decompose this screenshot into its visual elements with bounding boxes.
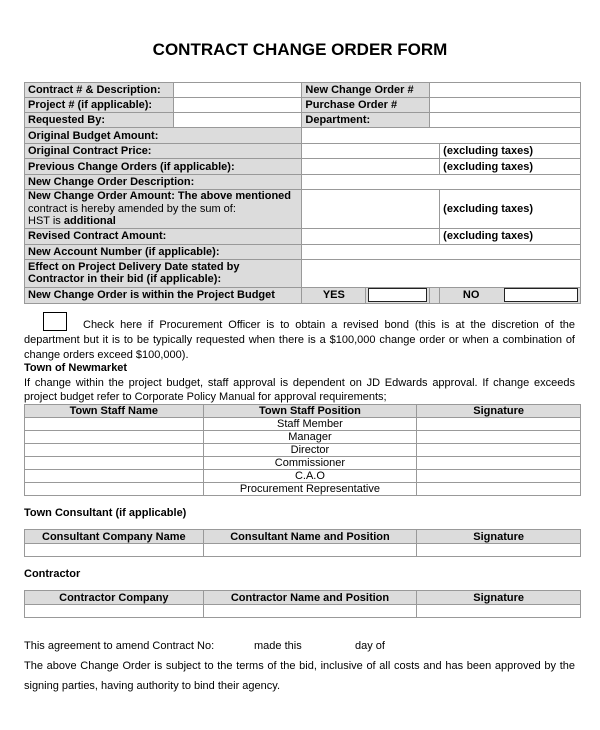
town-staff-name-field[interactable] xyxy=(25,418,204,431)
delivery-date-effect-label xyxy=(25,259,302,287)
agreement-line-2: The above Change Order is subject to the terms of the bid, inclusive of all costs and has been approved by the xyxy=(24,660,575,672)
contract-description-label: Contract # & Description: xyxy=(25,83,174,98)
yes-cell[interactable] xyxy=(366,287,430,303)
checkbox-note-line-2: department but it is to be typically requested when there is a $100,000 change order or when a combination of xyxy=(24,334,575,346)
town-line-2: project budget refer to Corporate Policy Manual for approval requirements; xyxy=(24,391,387,403)
revised-contract-amount-label: Revised Contract Amount: xyxy=(25,228,302,244)
town-staff-name-field[interactable] xyxy=(25,444,204,457)
consultant-name-position-header: Consultant Name and Position xyxy=(203,530,417,544)
consultant-table xyxy=(24,529,581,557)
yes-label: YES xyxy=(302,287,366,303)
department-label: Department: xyxy=(302,113,430,128)
original-contract-price-label: Original Contract Price: xyxy=(25,144,302,159)
contractor-signature-field[interactable] xyxy=(417,605,581,618)
town-staff-name-field[interactable] xyxy=(25,457,204,470)
requested-by-field[interactable] xyxy=(173,113,302,128)
table-row: Procurement Representative xyxy=(203,483,417,496)
contractor-signature-header: Signature xyxy=(417,591,581,605)
new-change-order-description-label: New Change Order Description: xyxy=(25,175,302,190)
excluding-taxes-note: (excluding taxes) xyxy=(440,159,581,175)
new-amount-line-2: contract is hereby amended by the sum of: xyxy=(28,202,236,215)
new-amount-line-3b: additional xyxy=(63,215,116,227)
signature-field[interactable] xyxy=(417,483,581,496)
table-row: Director xyxy=(203,444,417,457)
checkbox-note-line-3: change orders exceed $100,000). xyxy=(24,349,189,361)
no-cell[interactable] xyxy=(440,287,581,303)
consultant-signature-field[interactable] xyxy=(417,544,581,557)
signature-field[interactable] xyxy=(417,444,581,457)
new-amount-line-1: New Change Order Amount: The above mentioned xyxy=(28,190,292,202)
contractor-heading: Contractor xyxy=(24,568,81,580)
contractor-company-header: Contractor Company xyxy=(25,591,204,605)
town-staff-table xyxy=(24,404,581,496)
town-staff-name-field[interactable] xyxy=(25,470,204,483)
new-account-number-label: New Account Number (if applicable): xyxy=(25,244,302,259)
contract-description-field[interactable] xyxy=(173,83,302,98)
consultant-heading: Town Consultant (if applicable) xyxy=(24,507,187,519)
delivery-date-effect-field[interactable] xyxy=(302,259,581,287)
signature-header: Signature xyxy=(417,405,581,418)
new-change-order-description-field[interactable] xyxy=(302,175,581,190)
consultant-signature-header: Signature xyxy=(417,530,581,544)
agreement-day-of: day of xyxy=(355,640,385,652)
table-row: C.A.O xyxy=(203,470,417,483)
excluding-taxes-note: (excluding taxes) xyxy=(440,144,581,159)
signature-field[interactable] xyxy=(417,457,581,470)
town-staff-name-field[interactable] xyxy=(25,483,204,496)
town-line-1: If change within the project budget, staff approval is dependent on JD Edwards approval. If change exceeds xyxy=(24,377,575,389)
contractor-name-position-header: Contractor Name and Position xyxy=(203,591,417,605)
town-staff-name-field[interactable] xyxy=(25,431,204,444)
new-amount-line-3a: HST is xyxy=(28,215,64,227)
new-change-order-number-field[interactable] xyxy=(430,83,581,98)
consultant-name-field[interactable] xyxy=(203,544,417,557)
new-change-order-number-label: New Change Order # xyxy=(302,83,430,98)
effect-line-1: Effect on Project Delivery Date stated by xyxy=(28,260,240,273)
contractor-table xyxy=(24,590,581,618)
checkbox-note-line-1: Check here if Procurement Officer is to obtain a revised bond (this is at the discretion of the xyxy=(83,319,575,331)
agreement-made-this: made this xyxy=(254,640,302,652)
contractor-company-field[interactable] xyxy=(25,605,204,618)
new-change-order-amount-label xyxy=(25,190,302,229)
new-account-number-field[interactable] xyxy=(302,244,581,259)
signature-field[interactable] xyxy=(417,470,581,483)
requested-by-label: Requested By: xyxy=(25,113,174,128)
excluding-taxes-note: (excluding taxes) xyxy=(440,228,581,244)
original-budget-field[interactable] xyxy=(302,128,581,144)
previous-change-orders-field[interactable] xyxy=(302,159,440,175)
table-row: Commissioner xyxy=(203,457,417,470)
within-budget-label: New Change Order is within the Project Budget xyxy=(25,287,302,303)
revised-contract-amount-field[interactable] xyxy=(302,228,440,244)
town-heading: Town of Newmarket xyxy=(24,362,128,374)
department-field[interactable] xyxy=(430,113,581,128)
agreement-line-3: signing parties, having authority to bind their agency. xyxy=(24,680,281,692)
signature-field[interactable] xyxy=(417,418,581,431)
contractor-name-field[interactable] xyxy=(203,605,417,618)
excluding-taxes-note: (excluding taxes) xyxy=(440,190,581,229)
no-box[interactable] xyxy=(504,288,578,302)
agreement-contract-no: This agreement to amend Contract No: xyxy=(24,640,215,652)
original-budget-label: Original Budget Amount: xyxy=(25,128,302,144)
project-number-label: Project # (if applicable): xyxy=(25,98,174,113)
project-number-field[interactable] xyxy=(173,98,302,113)
yes-box[interactable] xyxy=(368,288,427,302)
town-staff-position-header: Town Staff Position xyxy=(203,405,417,418)
no-text: NO xyxy=(462,289,480,301)
previous-change-orders-label: Previous Change Orders (if applicable): xyxy=(25,159,302,175)
purchase-order-field[interactable] xyxy=(430,98,581,113)
form-title: CONTRACT CHANGE ORDER FORM xyxy=(152,40,448,59)
effect-line-2: Contractor in their bid (if applicable): xyxy=(28,273,222,285)
revised-bond-checkbox[interactable] xyxy=(43,312,67,331)
new-change-order-amount-field[interactable] xyxy=(302,190,440,229)
table-row: Manager xyxy=(203,431,417,444)
consultant-company-header: Consultant Company Name xyxy=(25,530,204,544)
purchase-order-label: Purchase Order # xyxy=(302,98,430,113)
table-row: Staff Member xyxy=(203,418,417,431)
main-form-table xyxy=(24,82,581,304)
no-label xyxy=(430,287,440,303)
town-staff-name-header: Town Staff Name xyxy=(25,405,204,418)
consultant-company-field[interactable] xyxy=(25,544,204,557)
original-contract-price-field[interactable] xyxy=(302,144,440,159)
signature-field[interactable] xyxy=(417,431,581,444)
